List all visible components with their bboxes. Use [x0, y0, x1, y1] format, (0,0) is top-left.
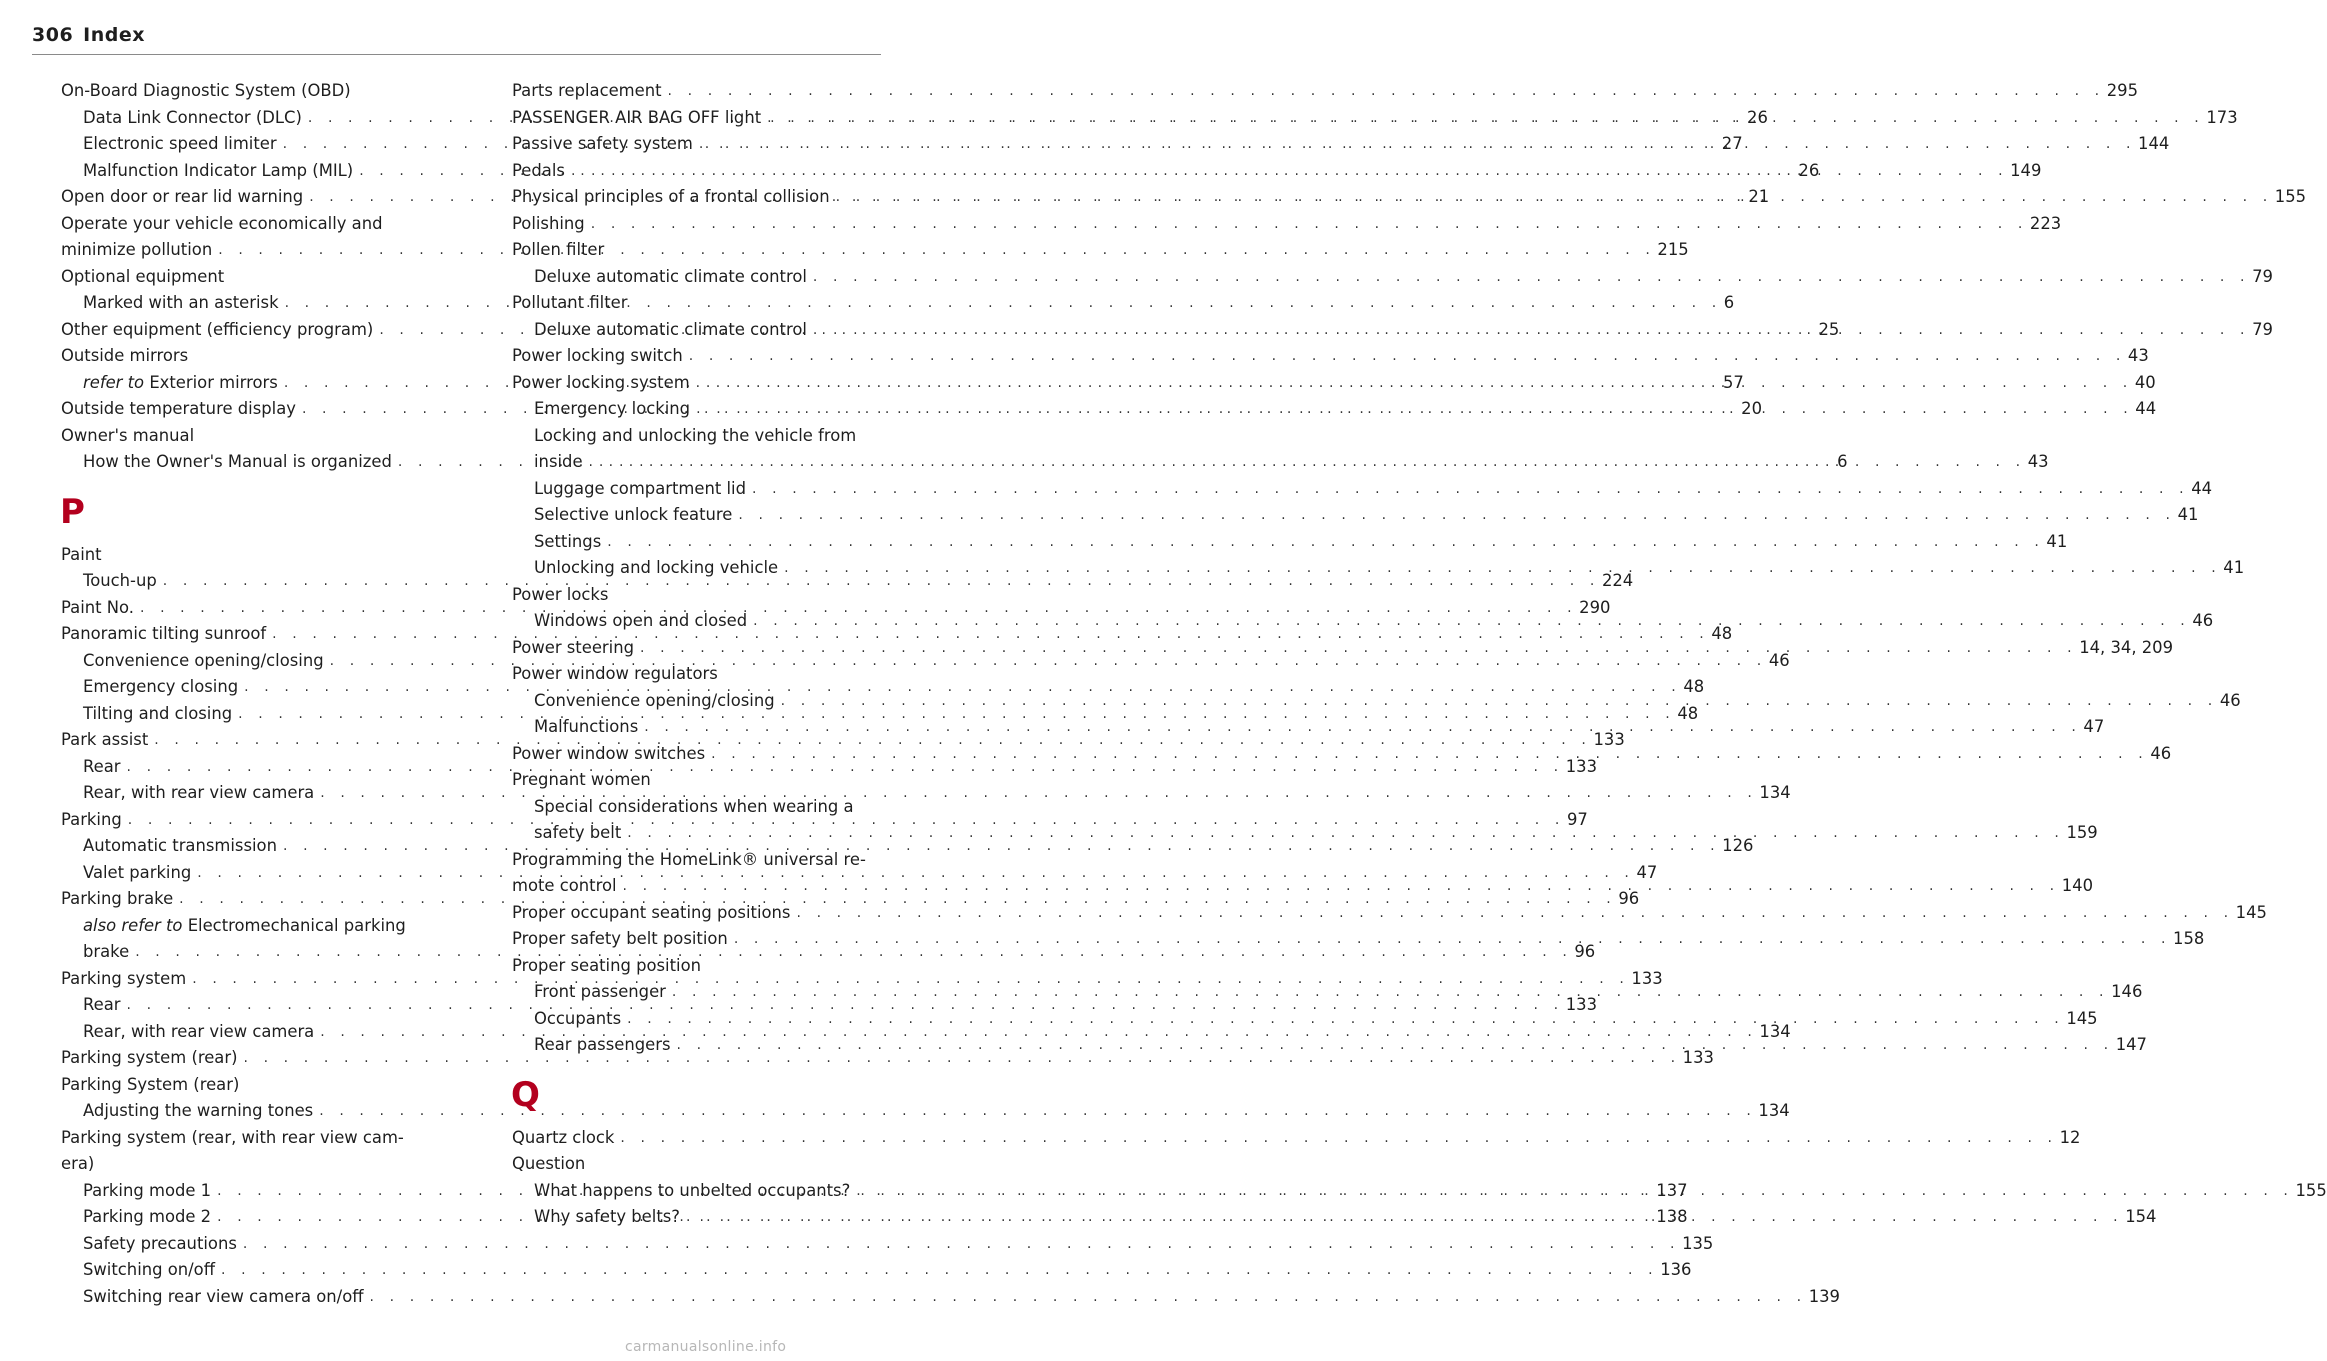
index-heading: Parking System (rear): [61, 1074, 240, 1094]
page-ref[interactable]: 147: [2115, 1035, 2147, 1054]
page-ref[interactable]: 6: [1837, 452, 1848, 471]
index-entry: Parts replacement . . . 295: [512, 78, 882, 105]
page-ref[interactable]: 14, 34, 209: [2079, 637, 2174, 657]
page-ref[interactable]: 144: [2138, 134, 2170, 153]
index-entry: Tilting and closing . . . 48: [61, 701, 463, 728]
page-ref[interactable]: 79: [2252, 266, 2273, 286]
index-heading: Power window regulators: [512, 664, 718, 683]
index-entry: Malfunctions . . . 47: [512, 714, 882, 741]
index-heading: Pollutant filter: [512, 293, 628, 312]
index-entry: Selective unlock feature . . . 41: [512, 502, 882, 529]
index-heading: Proper seating position: [512, 955, 702, 975]
page-ref[interactable]: 149: [2010, 160, 2042, 180]
page-ref[interactable]: 133: [1682, 1048, 1714, 1067]
page-ref[interactable]: 46: [2150, 743, 2172, 763]
page-ref[interactable]: 57: [1723, 372, 1744, 392]
index-entry: Occupants . . . 145: [512, 1006, 882, 1033]
index-entry: What happens to unbelted occupants? . . . 155: [512, 1178, 882, 1205]
page-ref[interactable]: 47: [1636, 862, 1658, 882]
index-heading: Power locks: [512, 584, 609, 604]
page-ref[interactable]: 41: [2177, 505, 2199, 524]
index-entry: Deluxe automatic climate control . . . 79: [512, 264, 882, 291]
page-ref[interactable]: 6: [1723, 293, 1735, 312]
page-ref[interactable]: 46: [2219, 690, 2241, 710]
index-heading: Pregnant women: [512, 770, 651, 789]
index-entry: Park assist . . . 133: [61, 727, 463, 754]
index-entry: Parking . . . 97: [61, 807, 463, 834]
index-entry: Unlocking and locking vehicle . . . 41: [512, 555, 882, 582]
index-entry: Touch-up . . . 224: [61, 568, 463, 595]
index-heading: Question: [512, 1154, 586, 1173]
page-ref[interactable]: 145: [2066, 1008, 2098, 1028]
index-entry: Marked with an asterisk . . . 6: [61, 290, 463, 317]
index-entry: Settings . . . 41: [512, 529, 882, 556]
index-entry: mote control . . . 140: [512, 873, 882, 900]
page-ref[interactable]: 43: [2027, 452, 2049, 471]
index-heading: also refer to Electromechanical parking: [83, 915, 406, 935]
page-ref[interactable]: 138: [1656, 1207, 1688, 1226]
index-entry: Proper safety belt position . . . 158: [512, 926, 882, 953]
page-ref[interactable]: 133: [1593, 730, 1625, 749]
index-entry: Rear, with rear view camera . . . 134: [61, 780, 463, 807]
page-ref[interactable]: 295: [2106, 81, 2139, 100]
index-entry: Automatic transmission . . . 126: [61, 833, 463, 860]
index-entry: Power locking switch . . . 43: [512, 343, 882, 370]
page-ref[interactable]: 44: [2191, 478, 2213, 498]
index-entry: Paint No. . . . 290: [61, 595, 463, 622]
index-entry: minimize pollution . . . 215: [61, 237, 463, 264]
page-ref[interactable]: 20: [1741, 399, 1762, 418]
page-ref[interactable]: 155: [2274, 187, 2307, 206]
index-entry: Why safety belts? . . . 154: [512, 1204, 882, 1231]
page-ref[interactable]: 27: [1721, 134, 1743, 153]
page-number: 306: [32, 24, 74, 46]
page-ref[interactable]: 40: [2134, 372, 2156, 392]
index-entry: Proper occupant seating positions . . . 145: [512, 900, 882, 927]
page-ref[interactable]: 47: [2083, 717, 2105, 736]
page-ref[interactable]: 44: [2135, 399, 2157, 418]
index-entry: Switching on/off . . . 136: [61, 1257, 463, 1284]
index-entry: Rear, with rear view camera . . . 134: [61, 1019, 463, 1046]
page-ref[interactable]: 134: [1759, 1021, 1791, 1041]
index-entry: Emergency closing . . . 48: [61, 674, 463, 701]
index-heading: Locking and unlocking the vehicle from: [534, 425, 857, 445]
index-entry: Power window switches . . . 46: [512, 741, 882, 768]
index-entry: Windows open and closed . . . 46: [512, 608, 882, 635]
index-entry: Valet parking . . . 47: [61, 860, 463, 887]
index-entry: Electronic speed limiter . . . 27: [61, 131, 463, 158]
page-ref[interactable]: 133: [1565, 995, 1598, 1014]
page-ref[interactable]: 25: [1818, 319, 1840, 339]
page-ref[interactable]: 21: [1748, 187, 1770, 206]
index-heading: Pollen filter: [512, 240, 605, 259]
page-ref[interactable]: 48: [1683, 677, 1705, 696]
index-heading: Operate your vehicle economically and: [61, 213, 383, 233]
page-ref[interactable]: 12: [2059, 1127, 2081, 1147]
index-entry: Luggage compartment lid . . . 44: [512, 476, 882, 503]
watermark: carmanualsonline.info: [625, 1339, 787, 1355]
index-entry: Front passenger . . . 146: [512, 979, 882, 1006]
index-entry: Power steering . . . 14, 34, 209: [512, 635, 882, 662]
page-ref[interactable]: 96: [1574, 942, 1596, 961]
index-entry: Polishing . . . 223: [512, 211, 882, 238]
index-entry: Malfunction Indicator Lamp (MIL) . . . 26: [61, 158, 463, 185]
page-ref[interactable]: 224: [1601, 571, 1634, 590]
page-ref[interactable]: 79: [2252, 319, 2273, 339]
index-entry: Switching rear view camera on/off . . . 139: [61, 1284, 463, 1311]
page-ref[interactable]: 26: [1798, 160, 1820, 180]
page-ref[interactable]: 126: [1722, 836, 1754, 855]
index-entry: Parking system (rear) . . . 133: [61, 1045, 463, 1072]
index-entry: Panoramic tilting sunroof . . . 48: [61, 621, 463, 648]
section-letter-q: Q: [511, 1074, 540, 1115]
index-entry: Parking mode 1 . . . 137: [61, 1178, 463, 1205]
page-ref[interactable]: 173: [2206, 107, 2238, 127]
index-entry: Pedals . . . 149: [512, 158, 882, 185]
section-letter-p: P: [60, 491, 85, 532]
page-ref[interactable]: 140: [2061, 876, 2094, 895]
index-entry: Convenience opening/closing . . . 46: [512, 688, 882, 715]
index-entry: Parking mode 2 . . . 138: [61, 1204, 463, 1231]
page-ref[interactable]: 223: [2029, 213, 2062, 233]
page-ref[interactable]: 135: [1682, 1233, 1714, 1253]
index-entry: Other equipment (efficiency program) . . . 25: [61, 317, 463, 344]
index-entry: Rear . . . 133: [61, 992, 463, 1019]
page-ref[interactable]: 159: [2066, 823, 2098, 842]
index-heading: On-Board Diagnostic System (OBD): [61, 81, 351, 100]
page-ref[interactable]: 139: [1808, 1286, 1840, 1306]
index-entry: Quartz clock . . . 12: [512, 1125, 882, 1152]
page-ref[interactable]: 46: [1768, 650, 1790, 670]
page-ref[interactable]: 290: [1579, 597, 1611, 617]
index-heading: Owner's manual: [61, 425, 195, 445]
index-entry: How the Owner's Manual is organized . . . 6: [61, 449, 463, 476]
index-heading: Special considerations when wearing a: [534, 796, 854, 816]
page-ref[interactable]: 97: [1566, 809, 1588, 829]
index-heading: era): [61, 1154, 95, 1173]
page-ref[interactable]: 41: [2046, 531, 2068, 551]
index-entry: Rear . . . 133: [61, 754, 463, 781]
page-ref[interactable]: 134: [1758, 1101, 1790, 1120]
index-entry: Parking system . . . 133: [61, 966, 463, 993]
page-ref[interactable]: 145: [2235, 902, 2267, 922]
page-header: [32, 24, 881, 55]
page-ref[interactable]: 48: [1711, 624, 1733, 643]
index-entry: Passive safety system . . . 144: [512, 131, 882, 158]
page-ref[interactable]: 134: [1759, 783, 1791, 802]
page-ref[interactable]: 26: [1747, 107, 1768, 127]
index-heading: Optional equipment: [61, 266, 225, 286]
page-ref[interactable]: 136: [1660, 1260, 1692, 1279]
index-entry: Adjusting the warning tones . . . 134: [61, 1098, 463, 1125]
page-ref[interactable]: 215: [1657, 240, 1689, 259]
index-entry: Parking brake . . . 96: [61, 886, 463, 913]
index-entry: Physical principles of a frontal collision . . . 155: [512, 184, 882, 211]
page-ref[interactable]: 41: [2223, 558, 2245, 577]
index-entry: Open door or rear lid warning . . . 21: [61, 184, 463, 211]
page-ref[interactable]: 43: [2127, 346, 2149, 365]
page-ref[interactable]: 155: [2295, 1180, 2327, 1200]
page-ref[interactable]: 146: [2111, 982, 2143, 1001]
index-entry: inside . . . 43: [512, 449, 882, 476]
page-ref[interactable]: 154: [2125, 1207, 2157, 1226]
page-ref[interactable]: 158: [2173, 929, 2205, 948]
index-entry: Power locking system . . . 40: [512, 370, 882, 397]
page-ref[interactable]: 137: [1656, 1180, 1688, 1200]
index-heading: Outside mirrors: [61, 346, 189, 365]
page-ref[interactable]: 133: [1565, 756, 1598, 776]
index-entry: brake . . . 96: [61, 939, 463, 966]
page-ref[interactable]: 96: [1618, 889, 1640, 908]
index-entry: Deluxe automatic climate control . . . 79: [512, 317, 882, 344]
index-entry: Convenience opening/closing . . . 46: [61, 648, 463, 675]
index-entry: safety belt . . . 159: [512, 820, 882, 847]
index-entry: refer to Exterior mirrors . . . 57: [61, 370, 463, 397]
index-entry: PASSENGER AIR BAG OFF light . . . 173: [512, 105, 882, 132]
index-entry: Emergency locking . . . 44: [512, 396, 882, 423]
page-ref[interactable]: 133: [1631, 968, 1663, 988]
index-entry: Outside temperature display . . . 20: [61, 396, 463, 423]
index-entry: Rear passengers . . . 147: [512, 1032, 882, 1059]
section-title: Index: [83, 24, 146, 46]
index-entry: Data Link Connector (DLC) . . . 26: [61, 105, 463, 132]
index-heading: Paint: [61, 544, 102, 564]
index-entry: Safety precautions . . . 135: [61, 1231, 463, 1258]
page-ref[interactable]: 48: [1677, 703, 1699, 723]
index-heading: Programming the HomeLink® universal re-: [512, 849, 866, 869]
page-ref[interactable]: 46: [2192, 611, 2214, 630]
index-heading: Parking system (rear, with rear view cam-: [61, 1127, 404, 1147]
